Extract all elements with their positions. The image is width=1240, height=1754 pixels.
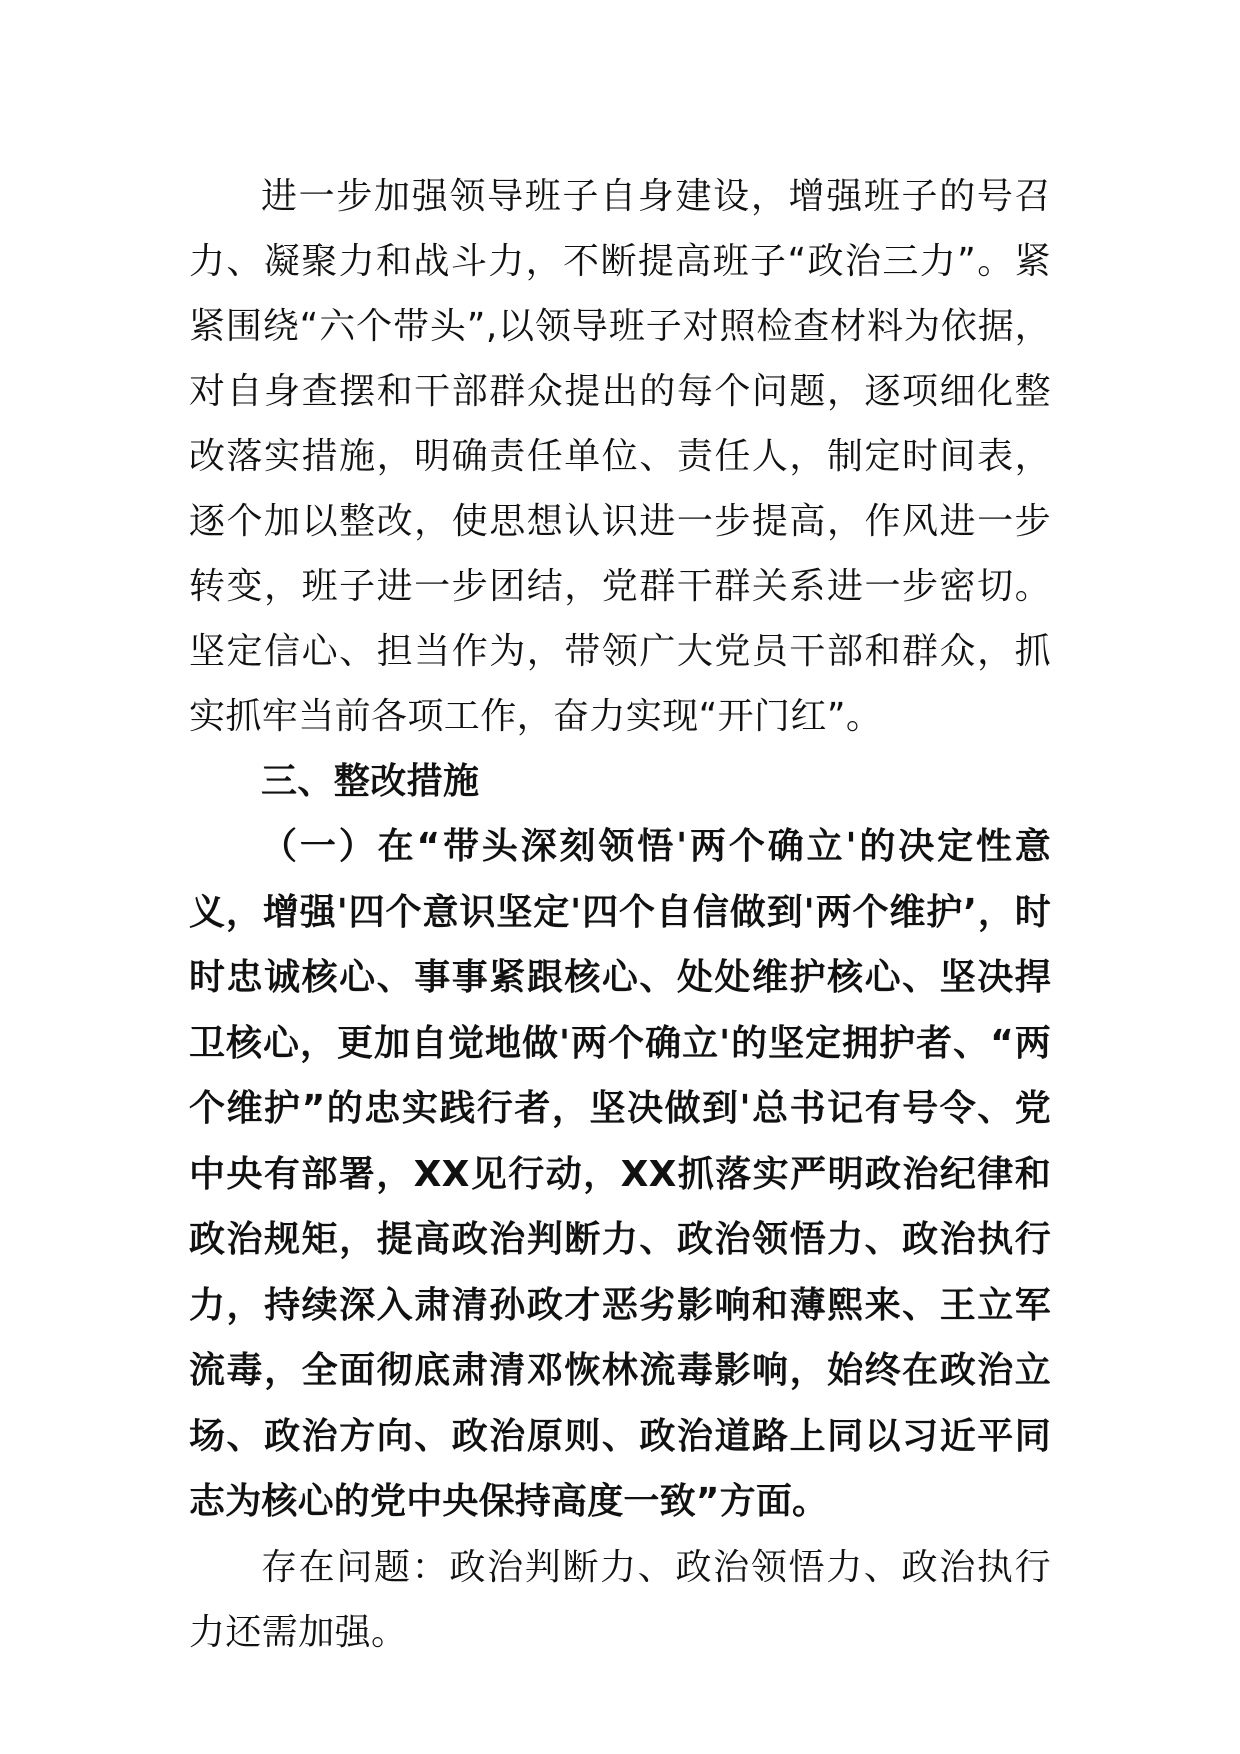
body-paragraph-leadership-building: 进一步加强领导班子自身建设，增强班子的号召力、凝聚力和战斗力，不断提高班子“政治三力”。紧紧围绕“六个带头”,以领导班子对照检查材料为依据，对自身查摆和干部群众提出的每个问题，逐项细化整改落实措施，明确责任单位、责任人，制定时间表，逐个加以整改，使思想认识进一步提高，作风进一步转变，班子进一步团结，党群干群关系进一步密切。坚定信心、担当作为，带领广大党员干部和群众，抓实抓牢当前各项工作，奋力实现“开门红”。 — [189, 176, 1051, 737]
document-body — [189, 164, 1051, 1665]
section-heading-rectification-measures: 三、整改措施 — [261, 761, 480, 802]
body-paragraph-existing-problems: 存在问题：政治判断力、政治领悟力、政治执行力还需加强。 — [189, 1546, 1051, 1653]
subsection-heading-political-loyalty: （一）在“带头深刻领悟'两个确立'的决定性意义，增强'四个意识坚定'四个自信做到'两个维护’，时时忠诚核心、事事紧跟核心、处处维护核心、坚决捍卫核心，更加自觉地做'两个确立'的坚定拥护者、“两个维护”的忠实践行者，坚决做到'总书记有号令、党中央有部署，XX见行动，XX抓落实严明政治纪律和政治规矩，提高政治判断力、政治领悟力、政治执行力，持续深入肃清孙政才恶劣影响和薄熙来、王立军流毒，全面彻底肃清邓恢林流毒影响，始终在政治立场、政治方向、政治原则、政治道路上同以习近平同志为核心的党中央保持高度一致”方面。 — [189, 826, 1051, 1522]
